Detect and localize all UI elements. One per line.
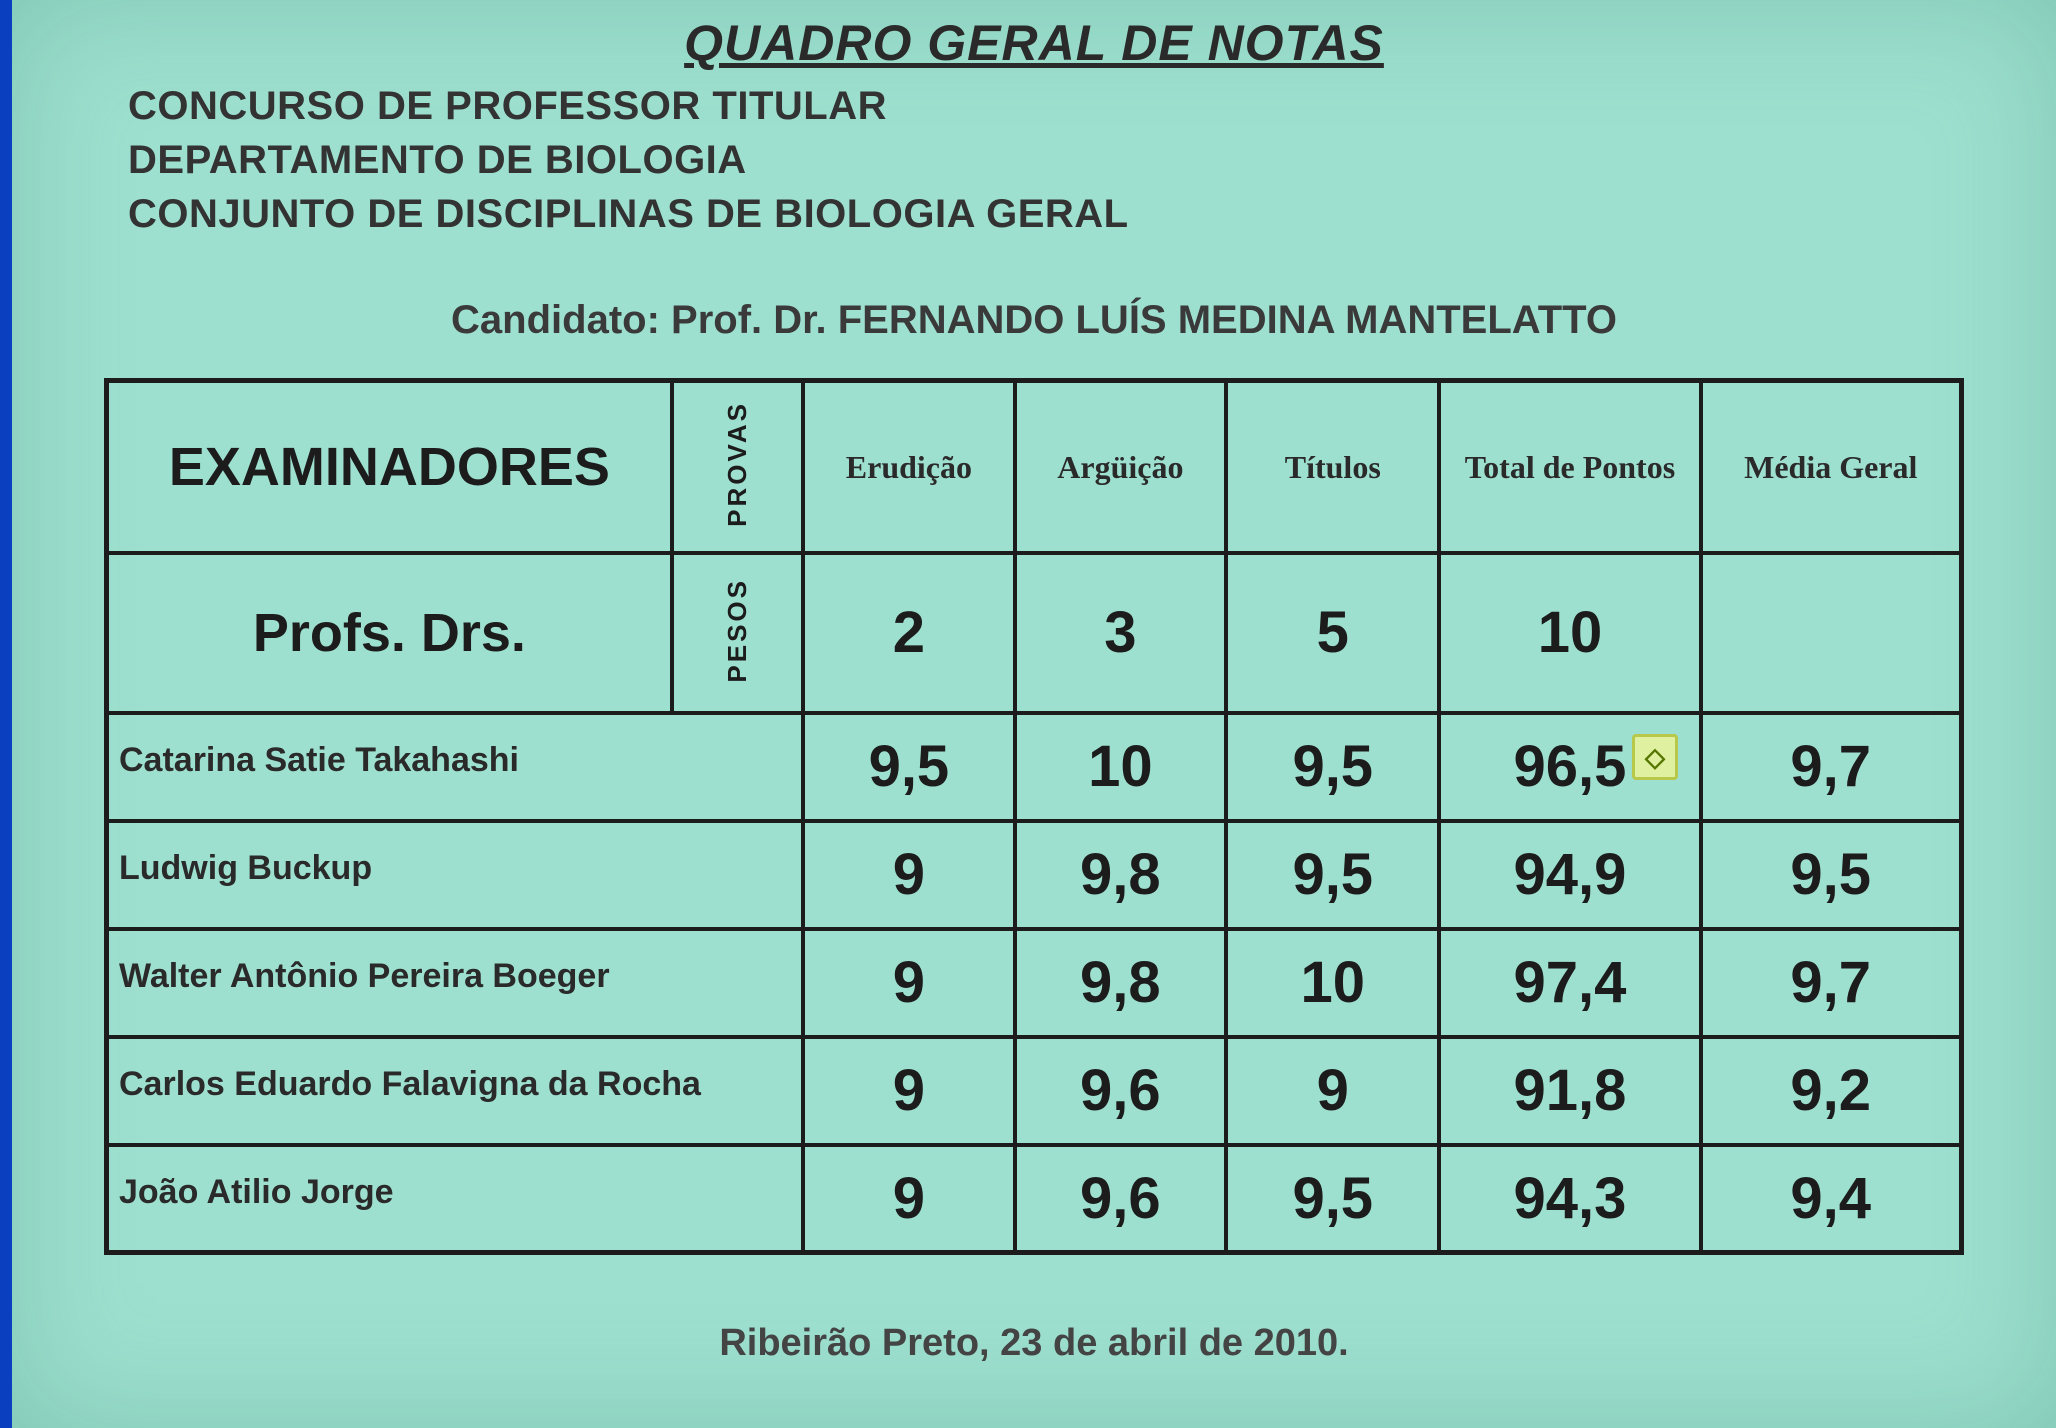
provas-cell [672,381,803,553]
score-total: 94,9 [1439,821,1700,929]
score-erudicao: 9 [803,821,1014,929]
examiner-name: Catarina Satie Takahashi [107,713,804,821]
provas-label: PROVAS [721,401,752,528]
document-title: QUADRO GERAL DE NOTAS [684,15,1384,71]
score-titulos: 10 [1226,929,1439,1037]
examiners-header: EXAMINADORES [107,381,672,553]
col-arguicao: Argüição [1015,381,1226,553]
score-erudicao: 9 [803,929,1014,1037]
col-erudicao: Erudição [803,381,1014,553]
table-row [107,929,1962,1037]
table-row [107,1145,1962,1253]
score-arguicao: 9,8 [1015,929,1226,1037]
score-arguicao: 9,6 [1015,1037,1226,1145]
table-row [107,713,1962,821]
score-arguicao: 10 [1015,713,1226,821]
table-row [107,1037,1962,1145]
score-media: 9,7 [1701,929,1962,1037]
score-media: 9,2 [1701,1037,1962,1145]
warning-diamond-icon[interactable]: ◇ [1632,734,1678,780]
weight-erudicao: 2 [803,553,1014,713]
pesos-cell [672,553,803,713]
score-titulos: 9,5 [1226,713,1439,821]
score-arguicao: 9,8 [1015,821,1226,929]
score-erudicao: 9 [803,1145,1014,1253]
weight-titulos: 5 [1226,553,1439,713]
score-erudicao: 9,5 [803,713,1014,821]
score-titulos: 9,5 [1226,821,1439,929]
document-sheet [12,0,2056,1428]
score-titulos: 9 [1226,1037,1439,1145]
grades-table [104,378,1964,1255]
weights-row [107,553,1962,713]
header-row [107,381,1962,553]
examiner-name: Ludwig Buckup [107,821,804,929]
profs-header: Profs. Drs. [107,553,672,713]
score-media: 9,4 [1701,1145,1962,1253]
subtitle-contest: CONCURSO DE PROFESSOR TITULAR [128,84,887,128]
score-media: 9,5 [1701,821,1962,929]
examiner-name: Carlos Eduardo Falavigna da Rocha [107,1037,804,1145]
candidate-line: Candidato: Prof. Dr. FERNANDO LUÍS MEDINA MANTELATTO [451,298,1617,342]
col-media: Média Geral [1701,381,1962,553]
score-total: 94,3 [1439,1145,1700,1253]
weight-total: 10 [1439,553,1700,713]
score-erudicao: 9 [803,1037,1014,1145]
subtitle-department: DEPARTAMENTO DE BIOLOGIA [128,138,747,182]
weight-arguicao: 3 [1015,553,1226,713]
footer-date: Ribeirão Preto, 23 de abril de 2010. [719,1322,1349,1364]
score-total: 97,4 [1439,929,1700,1037]
pesos-label: PESOS [721,577,752,683]
weight-media [1701,553,1962,713]
col-titulos: Títulos [1226,381,1439,553]
examiner-name: Walter Antônio Pereira Boeger [107,929,804,1037]
score-titulos: 9,5 [1226,1145,1439,1253]
col-total: Total de Pontos [1439,381,1700,553]
score-arguicao: 9,6 [1015,1145,1226,1253]
subtitle-discipline: CONJUNTO DE DISCIPLINAS DE BIOLOGIA GERAL [128,192,1129,236]
table-row [107,821,1962,929]
score-total: 91,8 [1439,1037,1700,1145]
score-total: 96,5 [1439,713,1700,821]
examiner-name: João Atilio Jorge [107,1145,804,1253]
score-media: 9,7 [1701,713,1962,821]
